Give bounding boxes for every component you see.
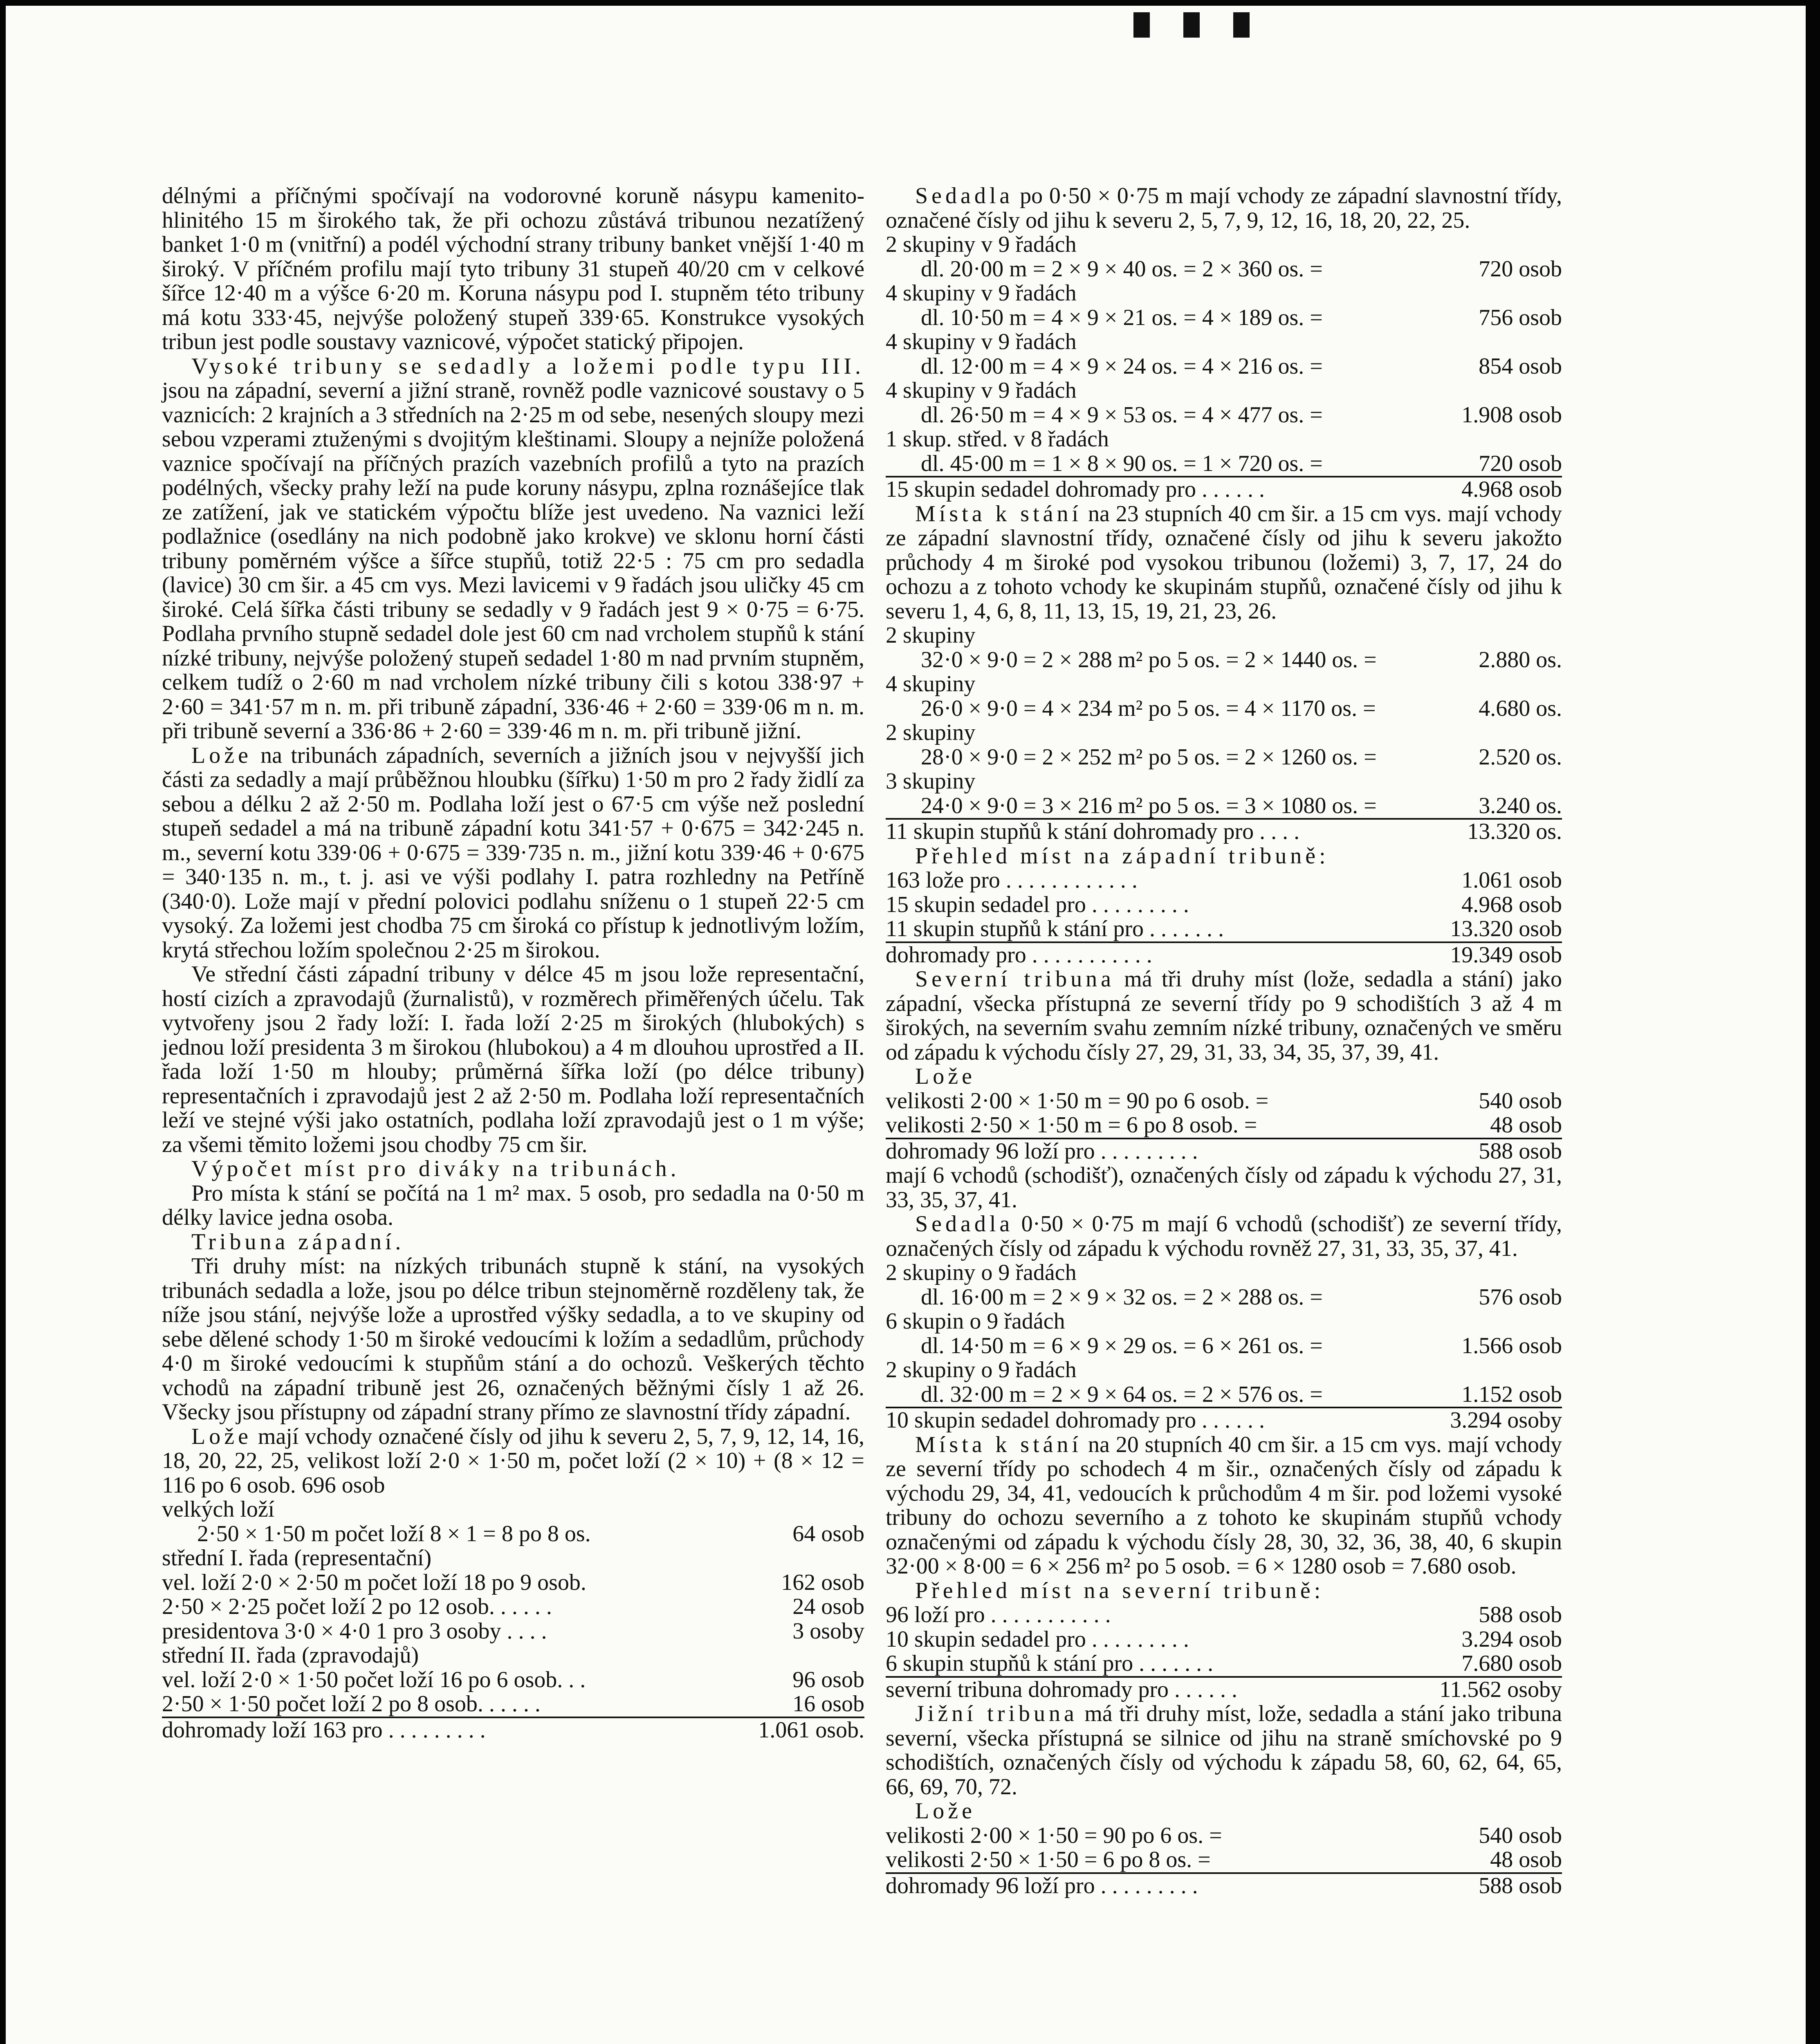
right-column [886,184,1562,1898]
table-row: 4 skupiny v 9 řadách [886,281,1077,306]
table-row: 6 skupin stupňů k stání pro . . . . . . . 7.680 osob [886,1652,1562,1678]
table-row: dl. 16·00 m = 2 × 9 × 32 os. = 2 × 288 os. = 576 osob [921,1284,1562,1310]
table-row: velikosti 2·00 × 1·50 = 90 po 6 os. = 540 osob [886,1822,1562,1848]
section-heading: Lože [915,1064,976,1089]
run-in-heading: Severní tribuna [915,966,1115,992]
run-in-heading: Sedadla [915,183,1014,208]
table-row: dl. 32·00 m = 2 × 9 × 64 os. = 2 × 576 os. = 1.152 osob [886,1383,1562,1409]
table-row: presidentova 3·0 × 4·0 1 pro 3 osoby . . . . 3 osoby [162,1618,864,1644]
table-row: 2 skupiny [886,623,976,648]
table-row: 163 lože pro . . . . . . . . . . . . 1.061 osob [886,867,1562,893]
paragraph: Tři druhy míst: na nízkých tribunách stupně k stání, na vysokých tribunách sedadla a lože, jsou po délce tribun stejnoměrně rozděleny tak, že níže jsou stání, nejvýše lože a uprostřed výšky sedadla, a to ve skupiny od sebe dělené schody 1·50 m široké vedoucími k ložím a sedadlům, průchody 4·0 m široké vedoucími k stupňům stání a do ochozů. Veškerých těchto vchodů na západní tribuně jest 26, označených běžnými čísly 1 až 26. Všecky jsou přístupny od západní strany přímo ze slavnostní třídy západní. [162,1253,864,1425]
run-in-heading: Místa k stání [915,501,1082,527]
table-row: 10 skupin sedadel pro . . . . . . . . . 3.294 osob [886,1626,1562,1652]
table-row: velikosti 2·50 × 1·50 = 6 po 8 os. = 48 osob [886,1848,1562,1874]
paragraph: Ve střední části západní tribuny v délce 45 m jsou lože representační, hostí cizích a zpravodajů (žurnalistů), v rozměrech přiměřených účelu. Tak vytvořeny jsou 2 řady loží: I. řada loží 2·25 m širokých (hlubokých) s jednou loží presidenta 3 m širokou (hlubokou) a 4 m dlouhou uprostřed a II. řada loží 1·50 m hlouby; průměrná šířka loží (po délce tribuny) representačních i zpravodajů jest 2 až 2·50 m. Podlaha loží representačních leží ve stejné výši jako ostatních, podlaha loží zpravodajů jest o 1 m výše; za všemi těmito ložemi jsou chodby 75 cm šir. [162,961,864,1157]
table-row: 96 loží pro . . . . . . . . . . . 588 osob [886,1602,1562,1627]
table-row: střední I. řada (representační) [162,1546,432,1571]
scanned-page [6,6,1806,2044]
paragraph: Jižní tribuna má tři druhy míst, lože, sedadla a stání jako tribuna severní, všecka přístupná se silnice od jihu na straně smíchovské po 9 schodištích, označených čísly od východu k západu 58, 60, 62, 64, 65, 66, 69, 70, 72. [886,1701,1562,1800]
table-row: velikosti 2·00 × 1·50 m = 90 po 6 osob. = 540 osob [886,1088,1562,1114]
paragraph: délnými a příčnými spočívají na vodorovné koruně násypu kamenito-hlinitého 15 m širokého tak, že při ochozu zůstává tribunou nezatížený banket 1·0 m (vnitřní) a podél východní strany tribuny banket vnější 1·40 m široký. V příčném profilu mají tyto tribuny 31 stupeň 40/20 cm v celkové šířce 12·40 m a výšce 6·20 m. Koruna násypu pod I. stupněm této tribuny má kotu 333·45, nejvýše položený stupeň 339·65. Konstrukce vysokých tribun jest podle soustavy vaznicové, výpočet statický připojen. [162,183,864,354]
table-row: 11 skupin stupňů k stání pro . . . . . . . 13.320 osob [886,917,1562,943]
paragraph: Místa k stání na 23 stupních 40 cm šir. a 15 cm vys. mají vchody ze západní slavnostní třídy, označené čísly od jihu k severu jakožto průchody 4 m široké pod vysokou tribunou (ložemi) 3, 7, 17, 24 do ochozu a z tohoto vchody ke skupinám stupňů, označené čísly od jihu k severu 1, 4, 6, 8, 11, 13, 15, 19, 21, 23, 26. [886,501,1562,624]
run-in-heading: Místa k stání [915,1432,1082,1457]
run-in-heading: Jižní tribuna [915,1701,1078,1726]
section-heading: Přehled míst na západní tribuně: [915,843,1329,869]
left-column [162,184,864,1742]
table-total-row: dohromady 96 loží pro . . . . . . . . . 588 osob [886,1873,1562,1898]
section-heading: Výpočet míst pro diváky na tribunách. [191,1156,680,1181]
table-total-row: 11 skupin stupňů k stání dohromady pro . . . . 13.320 os. [886,819,1562,844]
table-row: 4 skupiny v 9 řadách [886,330,1077,354]
table-row: dl. 10·50 m = 4 × 9 × 21 os. = 4 × 189 os. = 756 osob [921,305,1562,330]
table-row: 2 skupiny o 9 řadách [886,1358,1077,1383]
table-row: 3 skupiny [886,769,976,794]
table-total-row: dohromady loží 163 pro . . . . . . . . . 1.061 osob. [162,1717,864,1743]
table-row: 4 skupiny [886,672,976,697]
table-row: dl. 45·00 m = 1 × 8 × 90 os. = 1 × 720 os. = 720 osob [886,452,1562,478]
table-row: dl. 26·50 m = 4 × 9 × 53 os. = 4 × 477 os. = 1.908 osob [921,402,1562,428]
table-row: 4 skupiny v 9 řadách [886,379,1077,403]
table-row: střední II. řada (zpravodajů) [162,1643,419,1668]
section-heading: Tribuna západní. [191,1229,405,1255]
paragraph: Lože na tribunách západních, severních a jižních jsou v nejvyšší jich části za sedadly a mají průběžnou hloubku (šířku) 1·50 m pro 2 řady židlí za sebou a délku 2 až 2·50 m. Podlaha loží jest o 67·5 cm výše než poslední stupeň sedadel a má na tribuně západní kotu 341·57 + 0·675 = 342·245 n. m., severní kotu 339·06 + 0·675 = 339·735 n. m., jižní kotu 339·46 + 0·675 = 340·135 n. m., t. j. asi ve výši podlahy I. patra rozhledny na Petříně (340·0). Lože mají v přední polovici podlahu sníženu o 1 stupeň 22·5 cm vysoký. Za ložemi jest chodba 75 cm široká co přístup k jednotlivým ložím, krytá střechou ložím společnou 2·25 m širokou. [162,742,865,963]
paragraph: mají 6 vchodů (schodišť), označených čísly od západu k východu 27, 31, 33, 35, 37, 41. [886,1163,1562,1213]
table-row: 24·0 × 9·0 = 3 × 216 m² po 5 os. = 3 × 1080 os. = 3.240 os. [886,794,1562,820]
scan-edge-mark [1233,12,1250,38]
table-row: 2 skupiny [886,721,976,745]
table-row: dl. 14·50 m = 6 × 9 × 29 os. = 6 × 261 os. = 1.566 osob [921,1333,1562,1358]
paragraph: Sedadla 0·50 × 0·75 m mají 6 vchodů (schodišť) ze severní třídy, označených čísly od západu k východu rovněž 27, 31, 33, 35, 37, 41. [886,1211,1562,1261]
paragraph: Vysoké tribuny se sedadly a ložemi podle typu III. jsou na západní, severní a jižní straně, rovněž podle vaznicové soustavy o 5 vaznicích: 2 krajních a 3 středních na 2·25 m od sebe, nesených sloupy mezi sebou vzperami ztuženými s dvojitým kleštinami. Sloupy a nejníže položená vaznice spočívají na příčných prazích vazebních profilů a tyto na prazích podélných, všecky prahy leží na pude koruny násypu, zplna roznášejíce tlak ze zatížení, jak ve statickém výpočtu blíže jest uvedeno. Na vaznici leží podlažnice (osedlány na nich podobně jako krokve) ve sklonu horní části tribuny poměrném výšce a šířce stupňů, totiž 22·5 : 75 cm pro sedadla (lavice) 30 cm šir. a 45 cm vys. Mezi lavicemi v 9 řadách jsou uličky 45 cm široké. Celá šířka části tribuny se sedadly v 9 řadách jest 9 × 0·75 = 6·75. Podlaha prvního stupně sedadel dole jest 60 cm nad vrcholem stupňů k stání nízké tribuny, nejvýše položený stupeň sedadel 1·80 m nad prvním stupněm, celkem tudíž o 2·60 m nad vrcholem nízké tribuny čili s kotou 338·97 + 2·60 = 341·57 m n. m. při tribuně západní, 336·46 + 2·60 = 339·06 m n. m. při tribuně severní a 336·86 + 2·60 = 339·46 m n. m. při tribuně jižní. [162,353,864,744]
scan-edge-mark [1183,12,1200,38]
paragraph: Severní tribuna má tři druhy míst (lože, sedadla a stání) jako západní, všecka přístupná ze severní třídy po 9 schodištích 3 až 4 m širokých, na severním svahu zemním nízké tribuny, označených ve směru od západu k východu čísly 27, 29, 31, 33, 34, 35, 37, 39, 41. [886,966,1562,1065]
table-row: 2 skupiny o 9 řadách [886,1261,1077,1285]
scan-edge-mark [1133,12,1150,38]
table-total-row: 15 skupin sedadel dohromady pro . . . . . . 4.968 osob [886,477,1562,502]
table-row: 2·50 × 2·25 počet loží 2 po 12 osob. . . . . . 24 osob [162,1594,864,1619]
table-total-row: dohromady pro . . . . . . . . . . . 19.349 osob [886,942,1562,968]
run-in-heading: Vysoké tribuny se sedadly a ložemi podle typu III. [191,353,864,379]
table-row: vel. loží 2·0 × 2·50 m počet loží 18 po 9 osob. 162 osob [162,1569,864,1595]
table-row: 2·50 × 1·50 počet loží 2 po 8 osob. . . . . . 16 osob [162,1691,864,1717]
paragraph: Místa k stání na 20 stupních 40 cm šir. a 15 cm vys. mají vchody ze severní třídy po schodech 4 m šir., označených čísly od západu k východu 29, 34, 41, vedoucích k průchodům 4 m šir. pod ložemi vysoké tribuny do ochozu severního a z tohoto ke skupinám stupňů vchody označenými od západu k východu čísly 28, 30, 32, 36, 38, 40, 6 skupin 32·00 × 8·00 = 6 × 256 m² po 5 osob. = 6 × 1280 osob = 7.680 osob. [886,1432,1562,1579]
table-row: dl. 12·00 m = 4 × 9 × 24 os. = 4 × 216 os. = 854 osob [921,353,1562,379]
table-total-row: 10 skupin sedadel dohromady pro . . . . . . 3.294 osoby [886,1407,1562,1433]
table-row: 2 skupiny v 9 řadách [886,233,1077,257]
table-row: dl. 20·00 m = 2 × 9 × 40 os. = 2 × 360 os. = 720 osob [921,256,1562,282]
table-row: 28·0 × 9·0 = 2 × 252 m² po 5 os. = 2 × 1260 os. = 2.520 os. [921,744,1562,770]
table-row: 15 skupin sedadel pro . . . . . . . . . 4.968 osob [886,892,1562,917]
table-row: velikosti 2·50 × 1·50 m = 6 po 8 osob. = 48 osob [886,1113,1562,1139]
table-row: 32·0 × 9·0 = 2 × 288 m² po 5 os. = 2 × 1440 os. = 2.880 os. [921,647,1562,672]
table-row: 6 skupin o 9 řadách [886,1309,1065,1334]
table-row: vel. loží 2·0 × 1·50 počet loží 16 po 6 osob. . . 96 osob [162,1667,864,1692]
section-heading: Přehled míst na severní tribuně: [915,1578,1324,1603]
table-row: 2·50 × 1·50 m počet loží 8 × 1 = 8 po 8 os. 64 osob [197,1521,864,1546]
section-heading: Lože [915,1798,976,1824]
table-total-row: dohromady 96 loží pro . . . . . . . . . 588 osob [886,1138,1562,1164]
paragraph: Lože mají vchody označené čísly od jihu k severu 2, 5, 7, 9, 12, 14, 16, 18, 20, 22, 25, velikost loží 2·0 × 1·50 m, počet loží (2 × 10) + (8 × 12 = 116 po 6 osob. 696 osob [162,1423,865,1498]
run-in-heading: Lože [191,1423,252,1449]
table-row: 1 skup. střed. v 8 řadách [886,427,1109,452]
paragraph: Pro místa k stání se počítá na 1 m² max. 5 osob, pro sedadla na 0·50 m délky lavice jedna osoba. [162,1180,864,1230]
table-total-row: severní tribuna dohromady pro . . . . . . 11.562 osoby [886,1676,1562,1702]
paragraph: Sedadla po 0·50 × 0·75 m mají vchody ze západní slavnostní třídy, označené čísly od jihu k severu 2, 5, 7, 9, 12, 16, 18, 20, 22, 25. [886,183,1562,233]
table-row: 26·0 × 9·0 = 4 × 234 m² po 5 os. = 4 × 1170 os. = 4.680 os. [921,695,1562,721]
run-in-heading: Lože [191,742,252,768]
table-row: velkých loží [162,1497,275,1522]
run-in-heading: Sedadla [915,1211,1014,1237]
